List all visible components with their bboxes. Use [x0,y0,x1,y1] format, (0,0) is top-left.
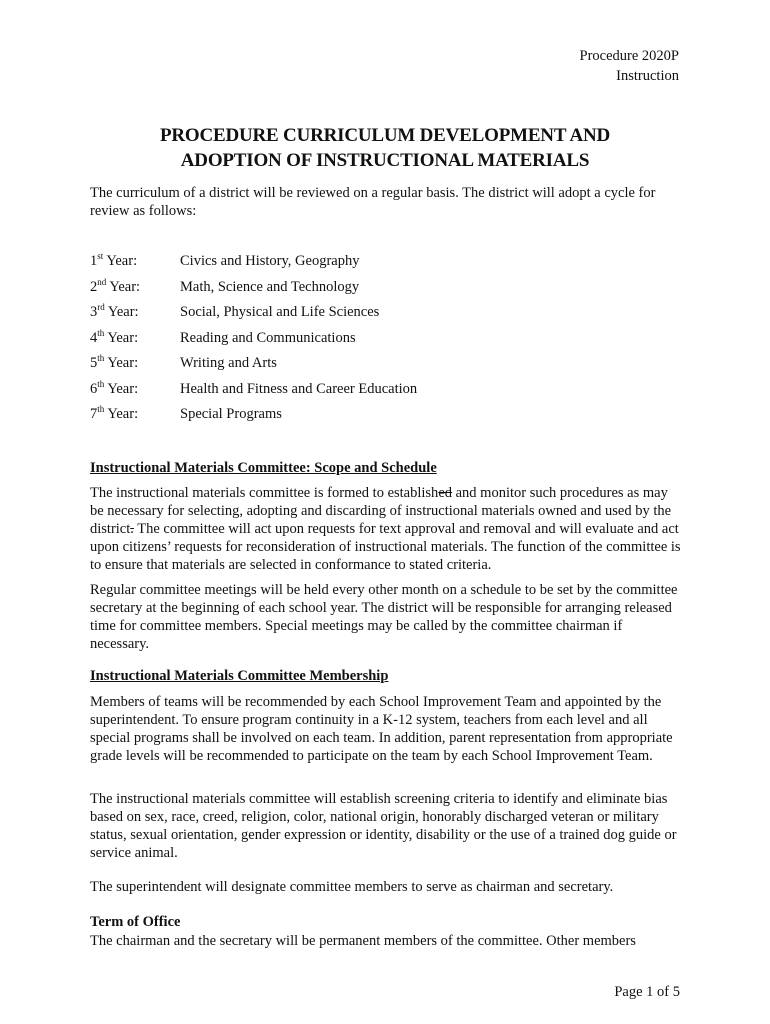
procedure-reference [580,46,679,86]
cycle-subject: Health and Fitness and Career Education [180,380,418,397]
scope-paragraph-2: Regular committee meetings will be held every other month on a schedule to be set by the committee secretary at the beginning of each school year. The district will be responsible for arranging released time for committee members. Special meetings may be called by the committee chairman if necessary. [90,582,678,652]
cycle-row [90,276,417,305]
cycle-year: 2nd Year: [90,276,141,295]
term-heading: Term of Office [90,914,181,930]
cycle-year: 7th Year: [90,404,139,422]
cycle-row [90,327,417,356]
document-title [0,123,770,173]
cycle-subject: Writing and Arts [180,355,277,371]
cycle-year: 5th Year: [90,353,139,371]
page-number: Page 1 of 5 [614,984,680,1000]
struck-text: . [130,521,134,537]
cycle-subject: Reading and Communications [180,329,356,346]
membership-paragraph-1: Members of teams will be recommended by each School Improvement Team and appointed by the superintendent. To ensure program continuity in a K-12 system, teachers from each level and all special programs shall be involved on each team. In addition, parent representation from appropriate grade levels will be recommended to participate on the team by each School Improvement Team. [90,694,673,764]
term-paragraph: The chairman and the secretary will be permanent members of the committee. Other members [90,933,636,949]
intro-paragraph: The curriculum of a district will be reviewed on a regular basis. The district will adopt a cycle for review as follows: [90,185,656,219]
cycle-year: 1st Year: [90,251,138,269]
review-cycle-list [90,253,417,432]
cycle-row [90,355,417,381]
membership-paragraph-2: The instructional materials committee will establish screening criteria to identify and eliminate bias based on sex, race, creed, religion, color, national origin, honorably discharged veteran or military status, sexual orientation, gender expression or identity, disability or the use of a trained dog guide or service animal. [90,791,677,861]
cycle-row [90,378,418,407]
cycle-year: 3rd Year: [90,302,139,320]
membership-paragraph-3: The superintendent will designate committee members to serve as chairman and secretary. [90,879,614,895]
procedure-number: Procedure 2020P [579,48,679,64]
scope-heading: Instructional Materials Committee: Scope and Schedule [90,460,437,476]
cycle-row [90,253,417,279]
cycle-row [90,304,417,330]
cycle-subject: Civics and History, Geography [180,253,360,269]
cycle-subject: Math, Science and Technology [180,278,360,295]
cycle-subject: Social, Physical and Life Sciences [180,304,380,320]
struck-text: ed [438,485,452,501]
cycle-row [90,406,417,432]
cycle-year: 6th Year: [90,378,139,397]
title-line-1: PROCEDURE CURRICULUM DEVELOPMENT AND [159,125,611,146]
scope-paragraph-1: The instructional materials committee is formed to established and monitor such procedures as may be necessary for selecting, adopting and discarding of instructional materials owned and used by the district. The committee will act upon requests for text approval and removal and will evaluate and act upon citizens’ requests for reconsideration of instructional materials. The function of the committee is to ensure that materials are selected in conformance to stated criteria. [90,485,681,573]
membership-heading: Instructional Materials Committee Membership [90,668,389,684]
cycle-year: 4th Year: [90,327,139,346]
title-line-2: ADOPTION OF INSTRUCTIONAL MATERIALS [180,150,590,171]
procedure-category: Instruction [616,68,679,84]
cycle-subject: Special Programs [180,406,282,422]
